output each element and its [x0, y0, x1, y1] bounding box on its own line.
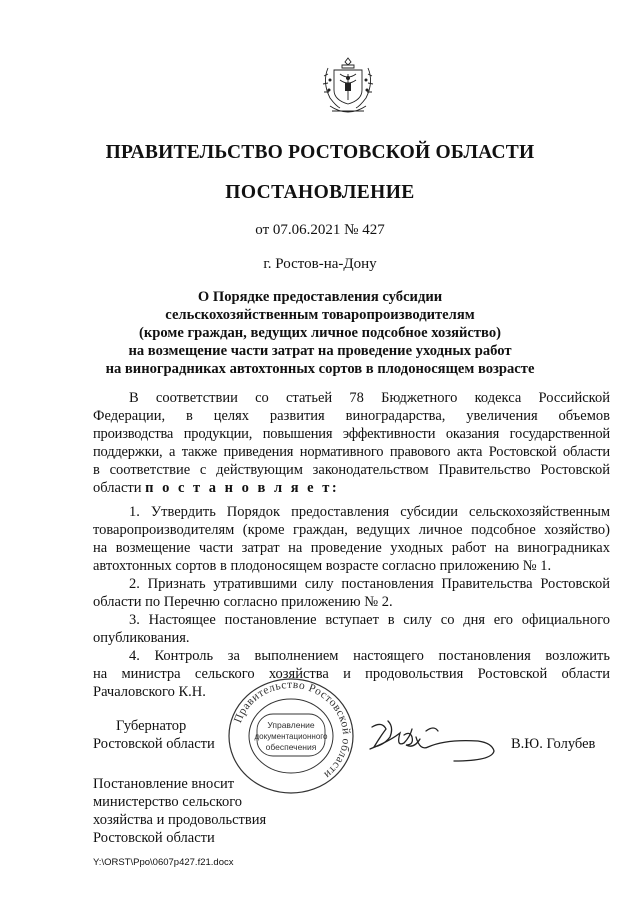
stamp-inner-line: документационного: [254, 732, 328, 741]
title-line: сельскохозяйственным товаропроизводителям: [165, 307, 475, 323]
body-line: В соответствии со статьей 78 Бюджетного кодекса Российской: [129, 390, 610, 406]
body-line: на министра сельского хозяйства и продовольствия Ростовской области: [93, 666, 610, 682]
body-line: 4. Контроль за выполнением настоящего постановления возложить: [129, 648, 610, 664]
body-line: 3. Настоящее постановление вступает в силу со дня его официального: [129, 612, 610, 628]
stamp-inner-line: Управление: [267, 720, 315, 730]
stamp-inner-line: обеспечения: [265, 742, 317, 752]
decree-item-2: [93, 575, 610, 611]
title-line: О Порядке предоставления субсидии: [197, 289, 443, 305]
signer-name: В.Ю. Голубев: [511, 736, 596, 752]
file-path-footer: Y:\ORST\Ppo\0607p427.f21.docx: [93, 857, 234, 868]
handwritten-signature-icon: [368, 715, 498, 765]
body-line: поддержки, а также приведения нормативного правового акта Ростовской области: [93, 444, 610, 460]
stamp-ring-text: Правительство Ростовской области: [232, 678, 353, 781]
body-line: Рачаловского К.Н.: [93, 684, 206, 700]
body-text-fragment: области: [93, 480, 142, 496]
decree-title: [0, 288, 640, 378]
title-line: на возмещение части затрат на проведение уходных работ: [128, 343, 512, 359]
decree-item-1: [93, 503, 610, 575]
introduced-by-block: [93, 775, 266, 847]
body-line: [93, 479, 610, 497]
government-title: ПРАВИТЕЛЬСТВО РОСТОВСКОЙ ОБЛАСТИ: [105, 142, 535, 163]
signer-position-line1: Губернатор: [116, 718, 187, 734]
body-line: области по Перечню согласно приложению № 2.: [93, 594, 393, 610]
decree-item-3: [93, 611, 610, 647]
body-line: товаропроизводителям (кроме граждан, ведущих личное подсобное хозяйство): [93, 522, 610, 538]
body-line: 2. Признать утратившими силу постановления Правительства Ростовской: [129, 576, 610, 592]
body-line: в соответствие с действующим законодательством Правительство Ростовской: [93, 462, 610, 478]
introduced-by-line: Ростовской области: [93, 830, 215, 846]
introduced-by-line: Постановление вносит: [93, 776, 235, 792]
body-line: Федерации, в целях развития виноградарства, увеличения объемов: [93, 408, 610, 424]
signer-position-line2: Ростовской области: [93, 736, 215, 752]
introduced-by-line: хозяйства и продовольствия: [93, 812, 267, 828]
title-line: (кроме граждан, ведущих личное подсобное хозяйство): [138, 325, 501, 341]
body-line: автохтонных сортов в плодоносящем возрасте согласно приложению № 1.: [93, 558, 552, 574]
document-type: ПОСТАНОВЛЕНИЕ: [225, 182, 415, 203]
city-line: г. Ростов-на-Дону: [263, 256, 377, 272]
coat-of-arms-icon: [318, 56, 378, 118]
body-line: опубликования.: [93, 630, 190, 646]
body-line: производства продукции, повышения эффективности оказания государственной: [93, 426, 610, 442]
body-line: на возмещение части затрат на проведение уходных работ на виноградниках: [93, 540, 610, 556]
title-line: на виноградниках автохтонных сортов в плодоносящем возрасте: [105, 361, 535, 377]
introduced-by-line: министерство сельского: [93, 794, 243, 810]
preamble-paragraph: [93, 389, 610, 497]
body-line: 1. Утвердить Порядок предоставления субсидии сельскохозяйственным: [129, 504, 610, 520]
resolves-keyword: п о с т а н о в л я е т:: [145, 480, 340, 496]
date-number-line: от 07.06.2021 № 427: [255, 222, 385, 238]
